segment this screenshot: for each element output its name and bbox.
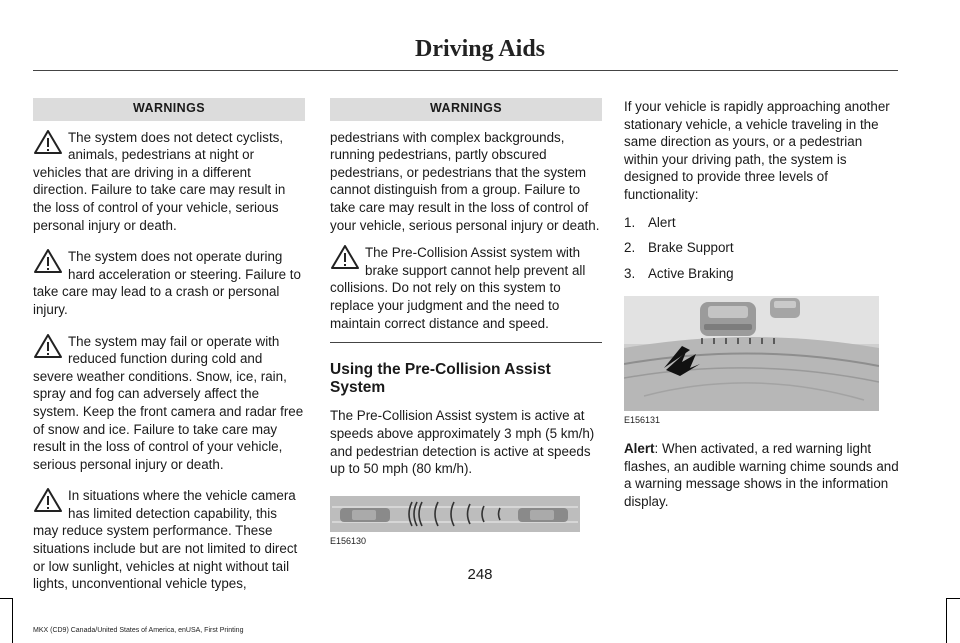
figure-id: E156131 [624,415,661,426]
column-middle [330,98,602,550]
crop-mark [12,598,13,643]
list-item: 1. Alert [624,214,676,230]
warning-item [330,244,602,332]
warning-continued-text: pedestrians with complex backgrounds, running pedestrians, partly obscured pedestrians, or pedestrians that the system cannot distinguish from a group. Failure to take care may result in the loss of control of your vehicle, serious personal injury or death. [330,129,600,233]
figure-id: E156130 [330,535,367,546]
alert-description [624,440,900,510]
section-divider [330,342,602,343]
distant-car-icon [770,298,800,318]
car-rear-icon [340,508,390,522]
warning-text: The system may fail or operate with reduced function during cold and severe weather conditions. Snow, ice, rain, spray and fog can adversely affect the system. Keep the front camera and radar free of snow and ice. Failure to take care may result in the loss of control of your vehicle, serious personal injury or death. [33,333,304,472]
page-number: 248 [467,566,493,583]
windshield-alert-illustration [624,296,879,411]
header-rule [33,70,898,71]
warning-text: The Pre-Collision Assist system with brake support cannot help prevent all collisions. Do not rely on this system to replace your judgment and the need to maintain correct distance and speed. [330,245,586,331]
alert-term: Alert [624,440,655,456]
alert-text: : When activated, a red warning light flashes, an audible warning chime sounds and a warning message shows in the information display. [624,440,899,509]
car-front-icon [518,508,568,522]
sensor-zone-illustration [330,496,580,532]
warning-item [33,129,305,235]
warning-text: The system does not detect cyclists, animals, pedestrians at night or vehicles that are driving in a different direction. Failure to take care may result in the loss of control of your vehicle, serious personal injury or death. [33,129,286,233]
crop-mark [946,598,960,599]
warning-triangle-icon [33,248,63,274]
list-item: 2. Brake Support [624,240,734,256]
warnings-heading: WARNINGS [33,98,305,121]
warning-triangle-icon [33,487,63,513]
function-levels-list [624,214,900,283]
section-title: Using the Pre-Collision Assist System [330,361,551,396]
column-right [624,98,900,520]
column-left [33,98,305,607]
warning-item [33,248,305,318]
warning-item [33,333,305,474]
lead-car-icon [700,302,756,336]
warning-triangle-icon [330,244,360,270]
warning-triangle-icon [33,129,63,155]
warnings-heading: WARNINGS [330,98,602,121]
section-body: The Pre-Collision Assist system is active at speeds above approximately 3 mph (5 km/h) and pedestrian detection is active at speeds up to 50 mph (80 km/h). [330,408,595,477]
list-item: 3. Active Braking [624,265,734,281]
crop-mark [946,598,947,643]
footer-text: MKX (CD9) Canada/United States of America, enUSA, First Printing [33,627,244,634]
warning-triangle-icon [33,333,63,359]
intro-text: If your vehicle is rapidly approaching another stationary vehicle, a vehicle traveling in the same direction as yours, or a pedestrian within your driving path, the system is designed to provide three levels of functionality: [624,99,890,202]
page-title: Driving Aids [414,36,546,62]
warning-text: The system does not operate during hard acceleration or steering. Failure to take care may lead to a crash or personal injury. [33,249,301,317]
crop-mark [0,598,12,599]
warning-text: In situations where the vehicle camera has limited detection capability, this may reduce system performance. These situations include but are not limited to direct or low sunlight, vehicles at night without tail lights, unconventional vehicle types, [33,488,298,592]
